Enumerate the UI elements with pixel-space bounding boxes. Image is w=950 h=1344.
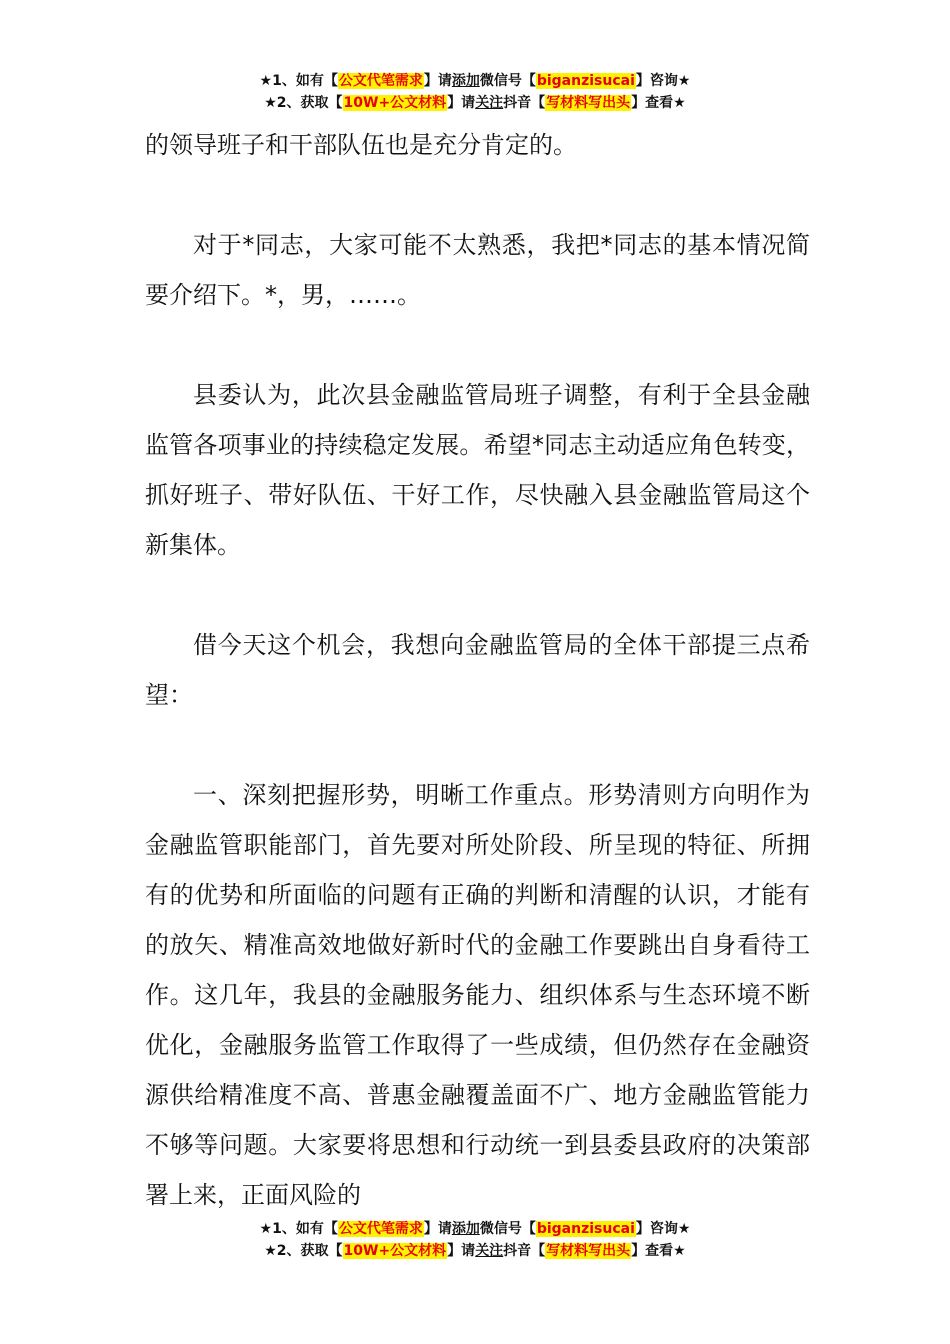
paragraph-spacer — [145, 320, 810, 370]
banner-highlight: 公文代笔需求 — [338, 73, 423, 89]
banner-line-2 — [0, 1240, 950, 1262]
banner-text: 抖音【 — [503, 95, 546, 111]
banner-emphasis: 添加 — [451, 1221, 480, 1237]
banner-line-2 — [0, 92, 950, 114]
banner-text: 】请 — [447, 1243, 476, 1259]
banner-highlight: biganzisucai — [536, 1221, 635, 1237]
paragraph-spacer — [145, 170, 810, 220]
banner-emphasis: 关注 — [475, 95, 504, 111]
banner-highlight: 10W+公文材料 — [343, 95, 447, 111]
banner-emphasis: 添加 — [451, 73, 480, 89]
banner-text: 抖音【 — [503, 1243, 546, 1259]
banner-text: 微信号【 — [479, 73, 536, 89]
banner-text: 】请 — [447, 95, 476, 111]
paragraph-spacer — [145, 570, 810, 620]
banner-emphasis: 关注 — [475, 1243, 504, 1259]
banner-text: 】查看★ — [631, 1243, 686, 1259]
banner-text: 】请 — [423, 1221, 452, 1237]
banner-text: 】咨询★ — [635, 73, 691, 89]
banner-highlight: 写材料写出头 — [546, 1243, 631, 1259]
banner-highlight: 10W+公文材料 — [343, 1243, 447, 1259]
document-body — [145, 120, 810, 1220]
footer-banner — [0, 1218, 950, 1262]
paragraph-three-hopes: 借今天这个机会，我想向金融监管局的全体干部提三点希望： — [145, 631, 810, 709]
banner-line-1 — [0, 70, 950, 92]
paragraph-county-view: 县委认为，此次县金融监管局班子调整，有利于全县金融监管各项事业的持续稳定发展。希望*同志主动适应角色转变，抓好班子、带好队伍、干好工作，尽快融入县金融监管局这个新集体。 — [145, 381, 810, 559]
banner-text: 】请 — [423, 73, 452, 89]
banner-text: ★2、获取【 — [264, 95, 343, 111]
header-banner — [0, 70, 950, 114]
paragraph-continuation: 的领导班子和干部队伍也是充分肯定的。 — [145, 131, 577, 159]
paragraph-point-one: 一、深刻把握形势，明晰工作重点。形势清则方向明作为金融监管职能部门，首先要对所处阶段、所呈现的特征、所拥有的优势和所面临的问题有正确的判断和清醒的认识，才能有的放矢、精准高效地做好新时代的金融工作要跳出自身看待工作。这几年，我县的金融服务能力、组织体系与生态环境不断优化，金融服务监管工作取得了一些成绩，但仍然存在金融资源供给精准度不高、普惠金融覆盖面不广、地方金融监管能力不够等问题。大家要将思想和行动统一到县委县政府的决策部署上来，正面风险的 — [145, 781, 810, 1209]
paragraph-introduction: 对于*同志，大家可能不太熟悉，我把*同志的基本情况简要介绍下。*，男，……。 — [145, 231, 810, 309]
banner-highlight: 写材料写出头 — [546, 95, 631, 111]
paragraph-spacer — [145, 720, 810, 770]
banner-text: ★1、如有【 — [259, 1221, 338, 1237]
banner-text: 】咨询★ — [635, 1221, 691, 1237]
banner-highlight: 公文代笔需求 — [338, 1221, 423, 1237]
banner-line-1 — [0, 1218, 950, 1240]
banner-text: ★1、如有【 — [259, 73, 338, 89]
banner-text: ★2、获取【 — [264, 1243, 343, 1259]
banner-text: 】查看★ — [631, 95, 686, 111]
banner-text: 微信号【 — [479, 1221, 536, 1237]
banner-highlight: biganzisucai — [536, 73, 635, 89]
